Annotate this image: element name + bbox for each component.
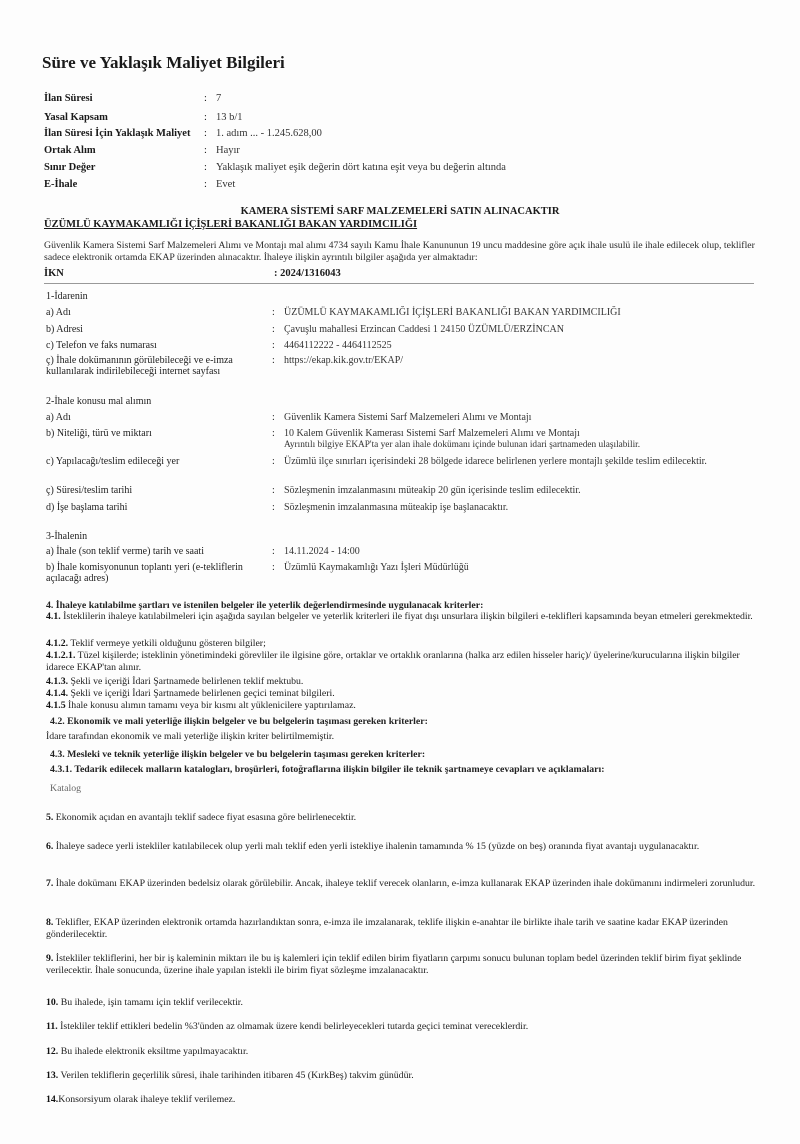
field-row: ç) Süresi/teslim tarihi : Sözleşmenin imzalanmasını müteakip 20 gün içerisinde teslim edilecektir. <box>46 485 764 496</box>
ikn-value: : 2024/1316043 <box>274 268 341 279</box>
field-value: 10 Kalem Güvenlik Kamerası Sistemi Sarf Malzemeleri Alımı ve Montajı <box>284 428 580 439</box>
criteria-text: İdare tarafından ekonomik ve mali yeterliğe ilişkin kriter belirtilmemiştir. <box>46 731 335 742</box>
section-heading: 3-İhalenin <box>46 531 88 542</box>
field-row: c) Telefon ve faks numarası : 4464112222 - 4464112525 <box>46 340 764 351</box>
ikn-label: İKN <box>44 268 64 279</box>
criteria-heading: 4.3.1. Tedarik edilecek malların katalogları, broşürleri, fotoğraflarına ilişkin bilgiler ile teknik şartnameye cevapları ve açıklamaları: <box>50 764 605 775</box>
criteria-item: 4.1.5 İhale konusu alımın tamamı veya bir kısmı alt yüklenicilere yaptırılamaz. <box>46 700 356 711</box>
list-item: 6. İhaleye sadece yerli istekliler katılabilecek olup yerli malı teklif eden yerli istekliye ihalenin tamamında % 15 (yüzde on beş) oranında fiyat avantajı uygulanacaktır. <box>46 841 700 852</box>
list-item: 13. Verilen tekliflerin geçerlilik süresi, ihale tarihinden itibaren 45 (KırkBeş) takvim günüdür. <box>46 1070 414 1081</box>
summary-label: İlan Süresi İçin Yaklaşık Maliyet <box>44 128 191 139</box>
criteria-item: 4.1.2.1. Tüzel kişilerde; isteklinin yönetimindeki görevliler ile ilgisine göre, ortaklar ve ortaklık oranlarına (halka arz edilen hisseler hariç)/ üyelerine/kurucularına ilişkin bilgiler idarece EKAP'tan alınır. <box>46 650 740 673</box>
field-value: 4464112222 - 4464112525 <box>284 340 392 351</box>
criteria-item: 4.1.4. Şekli ve içeriği İdari Şartnamede belirlenen geçici teminat bilgileri. <box>46 688 335 699</box>
field-label: c) Telefon ve faks numarası <box>46 340 157 351</box>
criteria-text: Katalog <box>50 783 82 794</box>
list-item: 5. Ekonomik açıdan en avantajlı teklif sadece fiyat esasına göre belirlenecektir. <box>46 812 357 823</box>
summary-row: Yasal Kapsam : 13 b/1 <box>44 112 243 123</box>
field-value: Sözleşmenin imzalanmasını müteakip 20 gün içerisinde teslim edilecektir. <box>284 485 581 496</box>
summary-value: Evet <box>216 179 236 190</box>
field-value: Güvenlik Kamera Sistemi Sarf Malzemeleri Alımı ve Montajı <box>284 412 532 423</box>
summary-row: E-İhale : Evet <box>44 179 236 190</box>
field-value-note: Ayrıntılı bilgiye EKAP'ta yer alan ihale dokümanı içinde bulunan idari şartnameden ulaşılabilir. <box>284 440 641 450</box>
field-row: b) Niteliği, türü ve miktarı : 10 Kalem Güvenlik Kamerası Sistemi Sarf Malzemeleri Alımı ve Montajı Ayrıntılı bilgiye EKAP'ta yer alan ihale dokümanı içinde bulunan idari şartnameden ulaşılabilir. <box>46 428 641 450</box>
list-item: 8. Teklifler, EKAP üzerinden elektronik ortamda hazırlandıktan sonra, e-imza ile imzalanarak, teklife ilişkin e-anahtar ile birlikte ihale tarih ve saatine kadar EKAP üzerinden gönderilecektir. <box>46 917 728 940</box>
notice-subtitle: ÜZÜMLÜ KAYMAKAMLIĞI İÇİŞLERİ BAKANLIĞI BAKAN YARDIMCILIĞI <box>44 219 418 230</box>
list-item: 14.Konsorsiyum olarak ihaleye teklif verilemez. <box>46 1094 236 1105</box>
divider <box>44 283 754 284</box>
criteria-heading: 4.2. Ekonomik ve mali yeterliğe ilişkin belgeler ve bu belgelerin taşıması gereken kriterler: <box>50 716 428 727</box>
section-heading: 1-İdarenin <box>46 291 88 302</box>
list-item: 7. İhale dokümanı EKAP üzerinden bedelsiz olarak görülebilir. Ancak, ihaleye teklif verecek olanların, e-imza kullanarak EKAP üzerinden ihale dokümanını indirmeleri zorunludur. <box>46 878 756 889</box>
field-value: ÜZÜMLÜ KAYMAKAMLIĞI İÇİŞLERİ BAKANLIĞI BAKAN YARDIMCILIĞI <box>284 307 621 318</box>
list-item: 10. Bu ihalede, işin tamamı için teklif verilecektir. <box>46 997 243 1008</box>
field-value: Sözleşmenin imzalanmasına müteakip işe başlanacaktır. <box>284 502 509 513</box>
field-label: a) Adı <box>46 307 71 318</box>
field-row: b) Adresi : Çavuşlu mahallesi Erzincan Caddesi 1 24150 ÜZÜMLÜ/ERZİNCAN <box>46 324 764 335</box>
field-label: ç) Süresi/teslim tarihi <box>46 485 133 496</box>
summary-value: 1. adım ... - 1.245.628,00 <box>216 128 322 139</box>
section-heading: 2-İhale konusu mal alımın <box>46 396 152 407</box>
field-label: c) Yapılacağı/teslim edileceği yer <box>46 456 180 467</box>
summary-label: E-İhale <box>44 179 78 190</box>
field-row: a) Adı : ÜZÜMLÜ KAYMAKAMLIĞI İÇİŞLERİ BAKANLIĞI BAKAN YARDIMCILIĞI <box>46 307 764 318</box>
summary-row: İlan Süresi : 7 <box>44 93 222 104</box>
field-value: 14.11.2024 - 14:00 <box>284 546 360 557</box>
field-row: b) İhale komisyonunun toplantı yeri (e-tekliflerin açılacağı adres) : Üzümlü Kaymakamlığı Yazı İşleri Müdürlüğü <box>46 562 764 584</box>
summary-value: Hayır <box>216 145 240 156</box>
summary-value: 7 <box>216 93 222 104</box>
notice-intro: Güvenlik Kamera Sistemi Sarf Malzemeleri Alımı ve Montajı mal alımı 4734 sayılı Kamu İhale Kanununun 19 uncu maddesine göre açık ihale usulü ile ihale edilecek olup, teklifler sadece elektronik ortamda EKAP üzerinden alınacaktır. İhaleye ilişkin ayrıntılı bilgiler aşağıda yer almaktadır: <box>44 240 755 263</box>
criteria-heading: 4.3. Mesleki ve teknik yeterliğe ilişkin belgeler ve bu belgelerin taşıması gereken kriterler: <box>50 749 426 760</box>
field-row: a) İhale (son teklif verme) tarih ve saati : 14.11.2024 - 14:00 <box>46 546 764 557</box>
criteria-item: 4.1.2. Teklif vermeye yetkili olduğunu gösteren bilgiler; <box>46 638 266 649</box>
field-row: ç) İhale dokümanının görülebileceği ve e-imza kullanılarak indirilebileceği internet sayfası : https://ekap.kik.gov.tr/EKAP/ <box>46 355 764 377</box>
summary-label: Sınır Değer <box>44 162 96 173</box>
field-value: Üzümlü Kaymakamlığı Yazı İşleri Müdürlüğü <box>284 562 469 573</box>
summary-value: Yaklaşık maliyet eşik değerin dört katına eşit veya bu değerin altında <box>216 162 506 173</box>
summary-row: Sınır Değer : Yaklaşık maliyet eşik değerin dört katına eşit veya bu değerin altında <box>44 162 506 173</box>
field-label: ç) İhale dokümanının görülebileceği ve e-imza kullanılarak indirilebileceği internet sayfası <box>46 355 233 377</box>
field-value: Üzümlü ilçe sınırları içerisindeki 28 bölgede idarece belirlenen yerlere montajlı şekilde teslim edilecektir. <box>284 456 707 467</box>
notice-title: KAMERA SİSTEMİ SARF MALZEMELERİ SATIN ALINACAKTIR <box>240 206 560 217</box>
summary-row: Ortak Alım : Hayır <box>44 145 240 156</box>
criteria-heading: 4. İhaleye katılabilme şartları ve istenilen belgeler ile yeterlik değerlendirmesinde uygulanacak kriterler: <box>46 600 484 611</box>
field-row: c) Yapılacağı/teslim edileceği yer : Üzümlü ilçe sınırları içerisindeki 28 bölgede idarece belirlenen yerlere montajlı şekilde teslim edilecektir. <box>46 456 764 467</box>
field-row: d) İşe başlama tarihi : Sözleşmenin imzalanmasına müteakip işe başlanacaktır. <box>46 502 764 513</box>
field-value[interactable]: https://ekap.kik.gov.tr/EKAP/ <box>284 355 404 366</box>
field-label: b) Niteliği, türü ve miktarı <box>46 428 152 439</box>
summary-label: İlan Süresi <box>44 93 93 104</box>
summary-value: 13 b/1 <box>216 112 243 123</box>
field-label: a) İhale (son teklif verme) tarih ve saati <box>46 546 204 557</box>
list-item: 9. İstekliler tekliflerini, her bir iş kaleminin miktarı ile bu iş kalemleri için teklif edilen birim fiyatların çarpımı sonucu bulunan toplam bedel üzerinden teklif birim fiyat şeklinde verilecektir. İhale sonucunda, üzerine ihale yapılan istekli ile birim fiyat sözleşme imzalanacaktır. <box>46 953 742 976</box>
page-title: Süre ve Yaklaşık Maliyet Bilgileri <box>42 53 285 72</box>
ikn-row <box>44 268 341 279</box>
summary-label: Yasal Kapsam <box>44 112 108 123</box>
list-item: 11. İstekliler teklif ettikleri bedelin %3'ünden az olmamak üzere kendi belirleyecekleri tutarda geçici teminat vereceklerdir. <box>46 1021 529 1032</box>
field-row: a) Adı : Güvenlik Kamera Sistemi Sarf Malzemeleri Alımı ve Montajı <box>46 412 764 423</box>
list-item: 12. Bu ihalede elektronik eksiltme yapılmayacaktır. <box>46 1046 249 1057</box>
criteria-item: 4.1. İsteklilerin ihaleye katılabilmeleri için aşağıda sayılan belgeler ve yeterlik kriterleri ile fiyat dışı unsurlara ilişkin bilgileri e-teklifleri kapsamında beyan etmeleri gerekmektedir. <box>46 611 753 622</box>
field-label: a) Adı <box>46 412 71 423</box>
field-value: Çavuşlu mahallesi Erzincan Caddesi 1 24150 ÜZÜMLÜ/ERZİNCAN <box>284 324 564 335</box>
field-label: d) İşe başlama tarihi <box>46 502 128 513</box>
criteria-item: 4.1.3. Şekli ve içeriği İdari Şartnamede belirlenen teklif mektubu. <box>46 676 304 687</box>
summary-label: Ortak Alım <box>44 145 96 156</box>
field-label: b) İhale komisyonunun toplantı yeri (e-tekliflerin açılacağı adres) <box>46 562 243 584</box>
field-label: b) Adresi <box>46 324 83 335</box>
summary-row: İlan Süresi İçin Yaklaşık Maliyet : 1. adım ... - 1.245.628,00 <box>44 128 322 139</box>
